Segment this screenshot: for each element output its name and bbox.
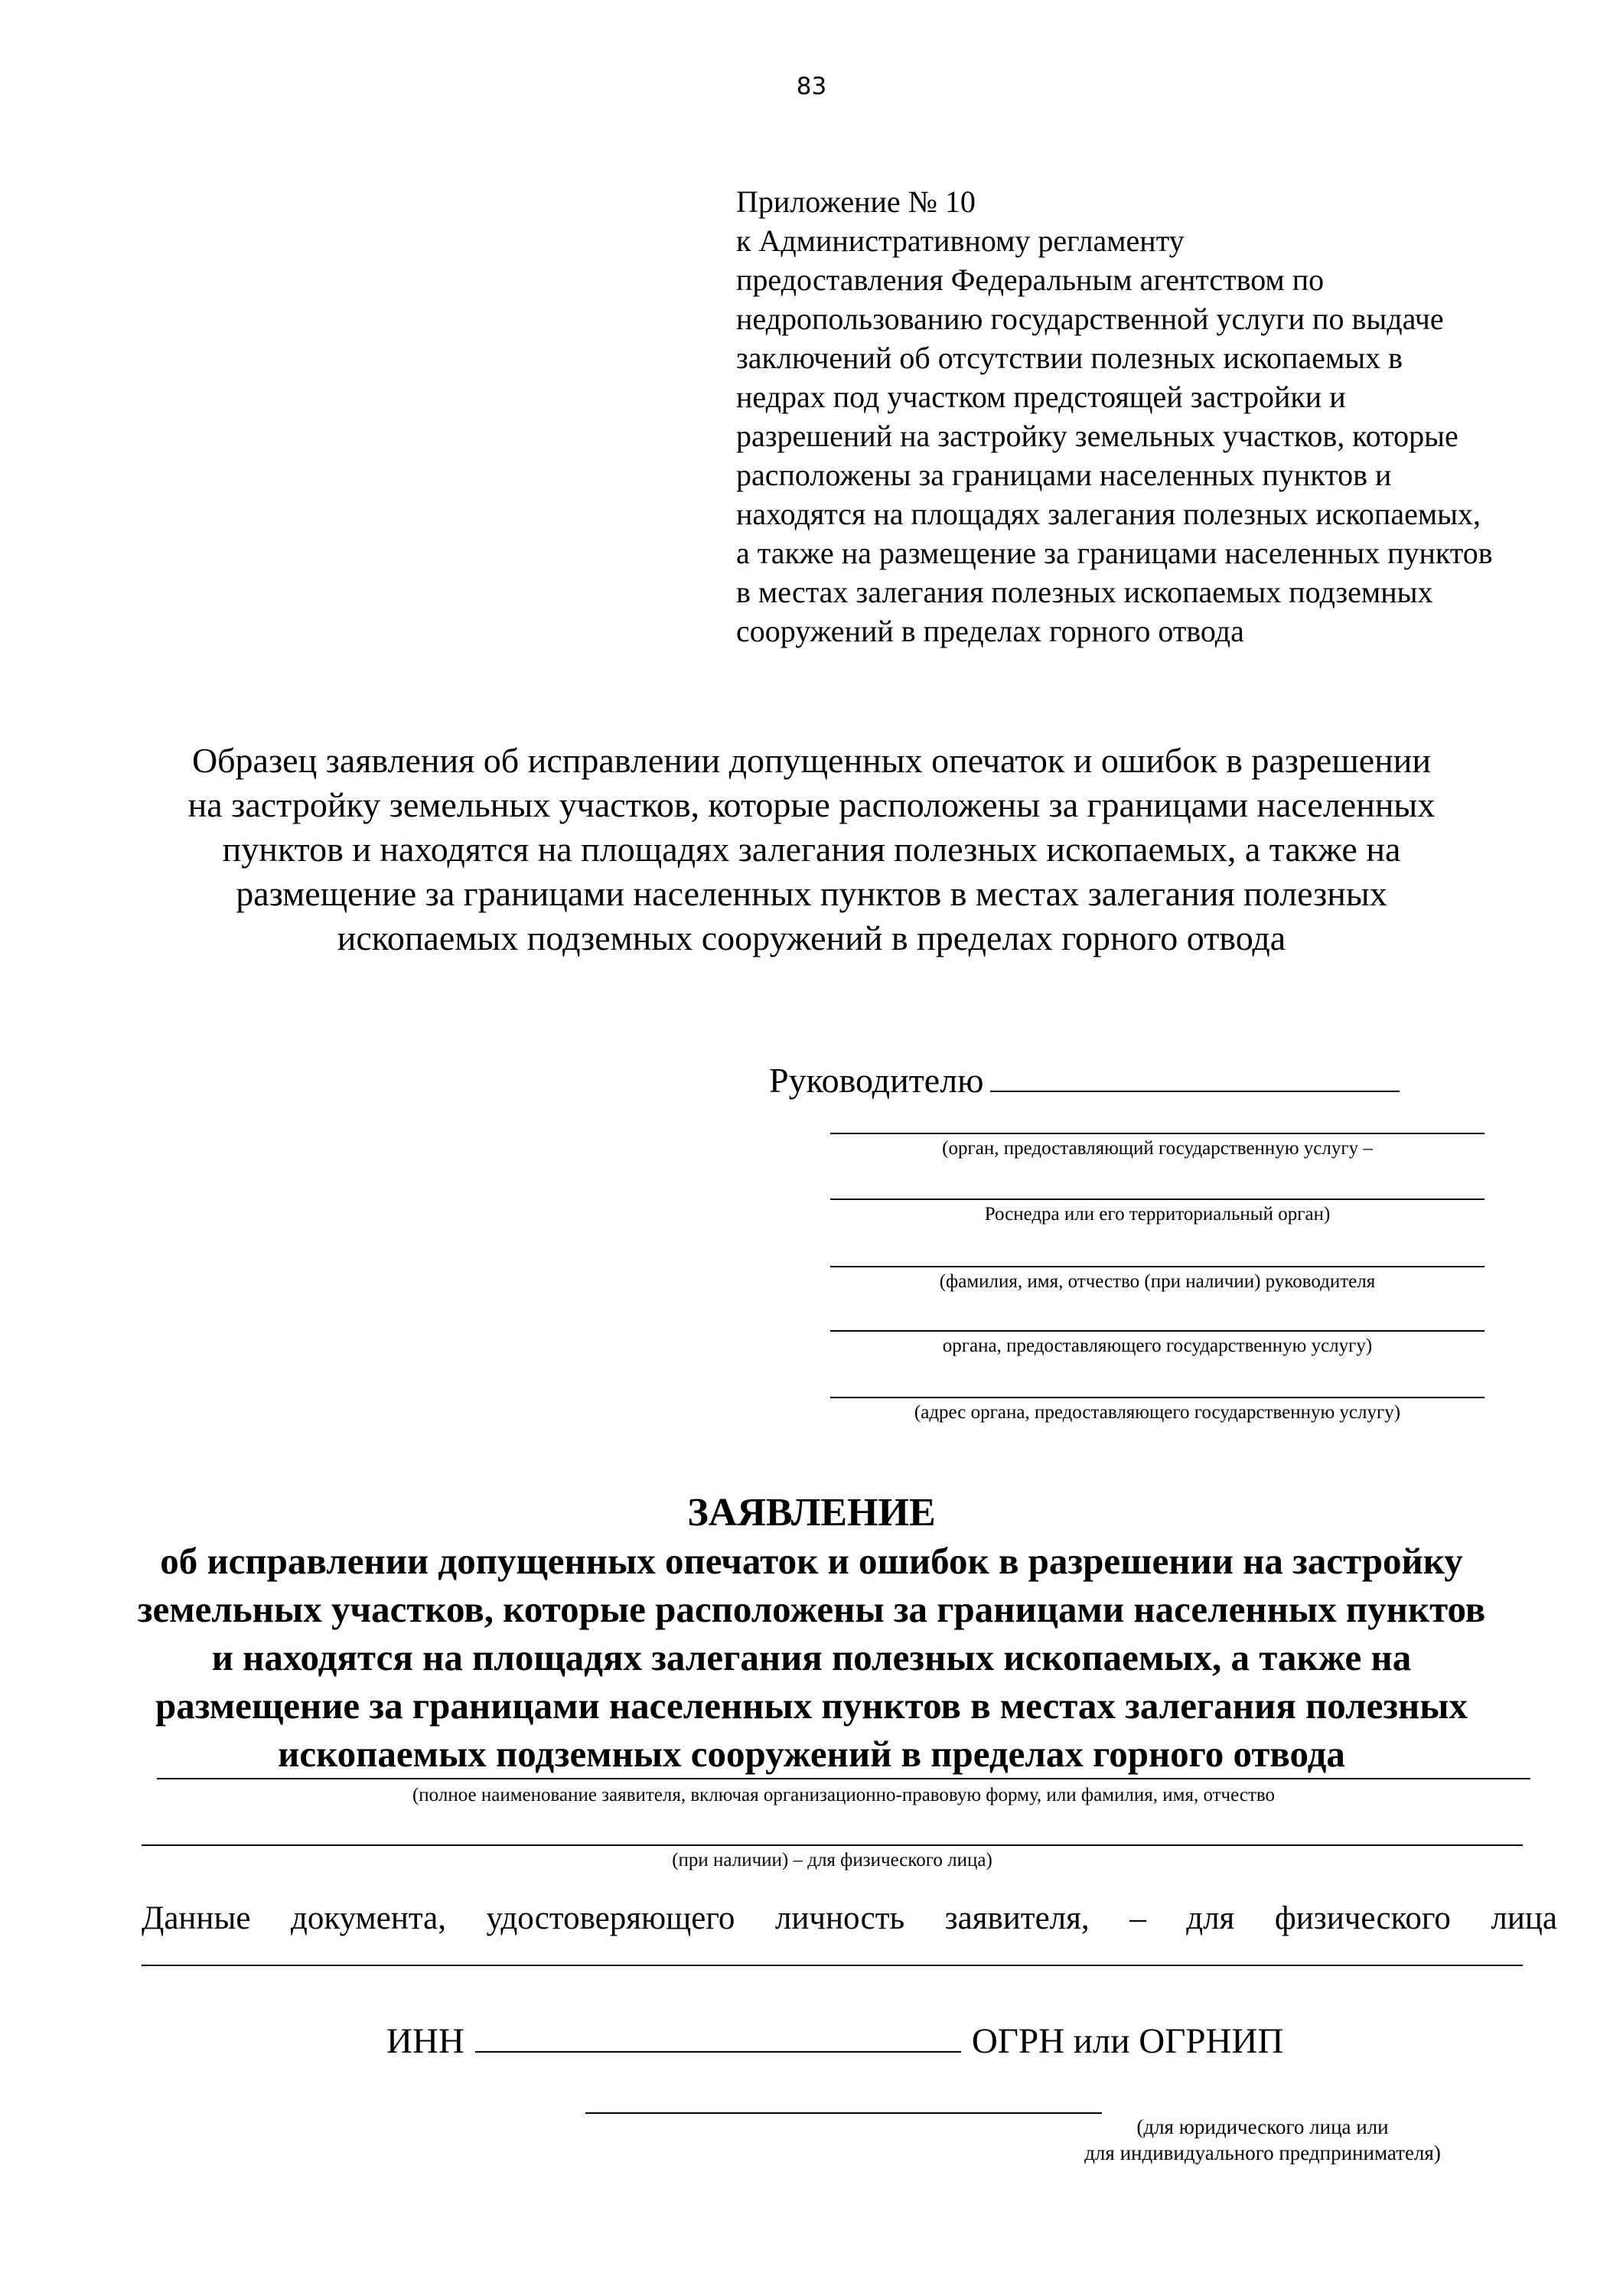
statement-heading: ЗАЯВЛЕНИЕ bbox=[687, 1491, 936, 1534]
appendix-line: предоставления Федеральным агентством по bbox=[736, 263, 1325, 297]
addressee-caption: (адрес органа, предоставляющего государственную услугу) bbox=[914, 1402, 1401, 1423]
addressee-body-field[interactable] bbox=[830, 1133, 1484, 1134]
statement-line: земельных участков, которые расположены за границами населенных пунктов bbox=[137, 1588, 1486, 1630]
appendix-line: а также на размещение за границами населенных пунктов bbox=[736, 536, 1493, 570]
appendix-line: недропользованию государственной услуги по выдаче bbox=[736, 302, 1444, 336]
inn-field[interactable] bbox=[475, 2048, 961, 2053]
appendix-header bbox=[736, 182, 1578, 651]
addressee-label: Руководителю bbox=[769, 1061, 984, 1100]
applicant-name-field[interactable] bbox=[142, 1844, 1523, 1846]
sample-title-line: размещение за границами населенных пунктов в местах залегания полезных bbox=[236, 874, 1387, 913]
statement-line: и находятся на площадях залегания полезных ископаемых, а также на bbox=[211, 1636, 1412, 1678]
sample-title-line: пунктов и находятся на площадях залегания полезных ископаемых, а также на bbox=[222, 830, 1401, 869]
appendix-line: в местах залегания полезных ископаемых подземных bbox=[736, 575, 1433, 609]
appendix-line: сооружений в пределах горного отвода bbox=[736, 614, 1244, 648]
page-number: 83 bbox=[796, 73, 827, 100]
id-document-label: Данные документа, удостоверяющего личность заявителя, – для физического лица bbox=[142, 1900, 1557, 1936]
sample-title-line: на застройку земельных участков, которые расположены за границами населенных bbox=[187, 785, 1436, 824]
appendix-line: разрешений на застройку земельных участков, которые bbox=[736, 419, 1458, 453]
addressee-caption: (орган, предоставляющий государственную услугу – bbox=[942, 1138, 1373, 1159]
addressee-body-field[interactable] bbox=[830, 1199, 1484, 1200]
applicant-name-field[interactable] bbox=[157, 1778, 1530, 1779]
sample-title-line: ископаемых подземных сооружений в пределах горного отвода bbox=[337, 918, 1286, 957]
appendix-line: расположены за границами населенных пунктов и bbox=[736, 458, 1392, 492]
addressee-line bbox=[769, 1060, 1400, 1101]
appendix-line: находятся на площадях залегания полезных ископаемых, bbox=[736, 497, 1481, 531]
statement-line: размещение за границами населенных пунктов в местах залегания полезных bbox=[155, 1684, 1468, 1727]
appendix-line: Приложение № 10 bbox=[736, 184, 976, 219]
statement-line: ископаемых подземных сооружений в пределах горного отвода bbox=[278, 1733, 1345, 1775]
ogrn-caption: (для юридического лица или bbox=[1136, 2115, 1389, 2138]
ogrn-field[interactable] bbox=[585, 2112, 1102, 2114]
addressee-name-field[interactable] bbox=[990, 1088, 1400, 1092]
addressee-caption: (фамилия, имя, отчество (при наличии) руководителя bbox=[939, 1271, 1376, 1292]
addressee-caption: Роснедра или его территориальный орган) bbox=[984, 1204, 1331, 1225]
applicant-caption: (при наличии) – для физического лица) bbox=[672, 1850, 992, 1870]
ogrn-caption: для индивидуального предпринимателя) bbox=[1084, 2141, 1441, 2164]
id-document-field[interactable] bbox=[142, 1965, 1523, 1966]
appendix-line: недрах под участком предстоящей застройки и bbox=[736, 380, 1346, 414]
inn-ogrn-row bbox=[386, 2020, 1283, 2062]
addressee-caption: органа, предоставляющего государственную услугу) bbox=[942, 1336, 1373, 1356]
statement-title bbox=[0, 1489, 1623, 1778]
applicant-caption: (полное наименование заявителя, включая организационно-правовую форму, или фамилия, имя, отчество bbox=[412, 1785, 1276, 1805]
ogrn-label: ОГРН или ОГРНИП bbox=[971, 2021, 1284, 2061]
statement-line: об исправлении допущенных опечаток и ошибок в разрешении на застройку bbox=[160, 1540, 1463, 1582]
inn-label: ИНН bbox=[386, 2021, 464, 2061]
appendix-line: к Административному регламенту bbox=[736, 223, 1185, 258]
address-field[interactable] bbox=[830, 1397, 1484, 1398]
head-name-field[interactable] bbox=[830, 1330, 1484, 1332]
sample-title bbox=[77, 739, 1546, 960]
sample-title-line: Образец заявления об исправлении допущенных опечаток и ошибок в разрешении bbox=[191, 741, 1432, 780]
appendix-line: заключений об отсутствии полезных ископаемых в bbox=[736, 341, 1403, 375]
head-name-field[interactable] bbox=[830, 1266, 1484, 1267]
